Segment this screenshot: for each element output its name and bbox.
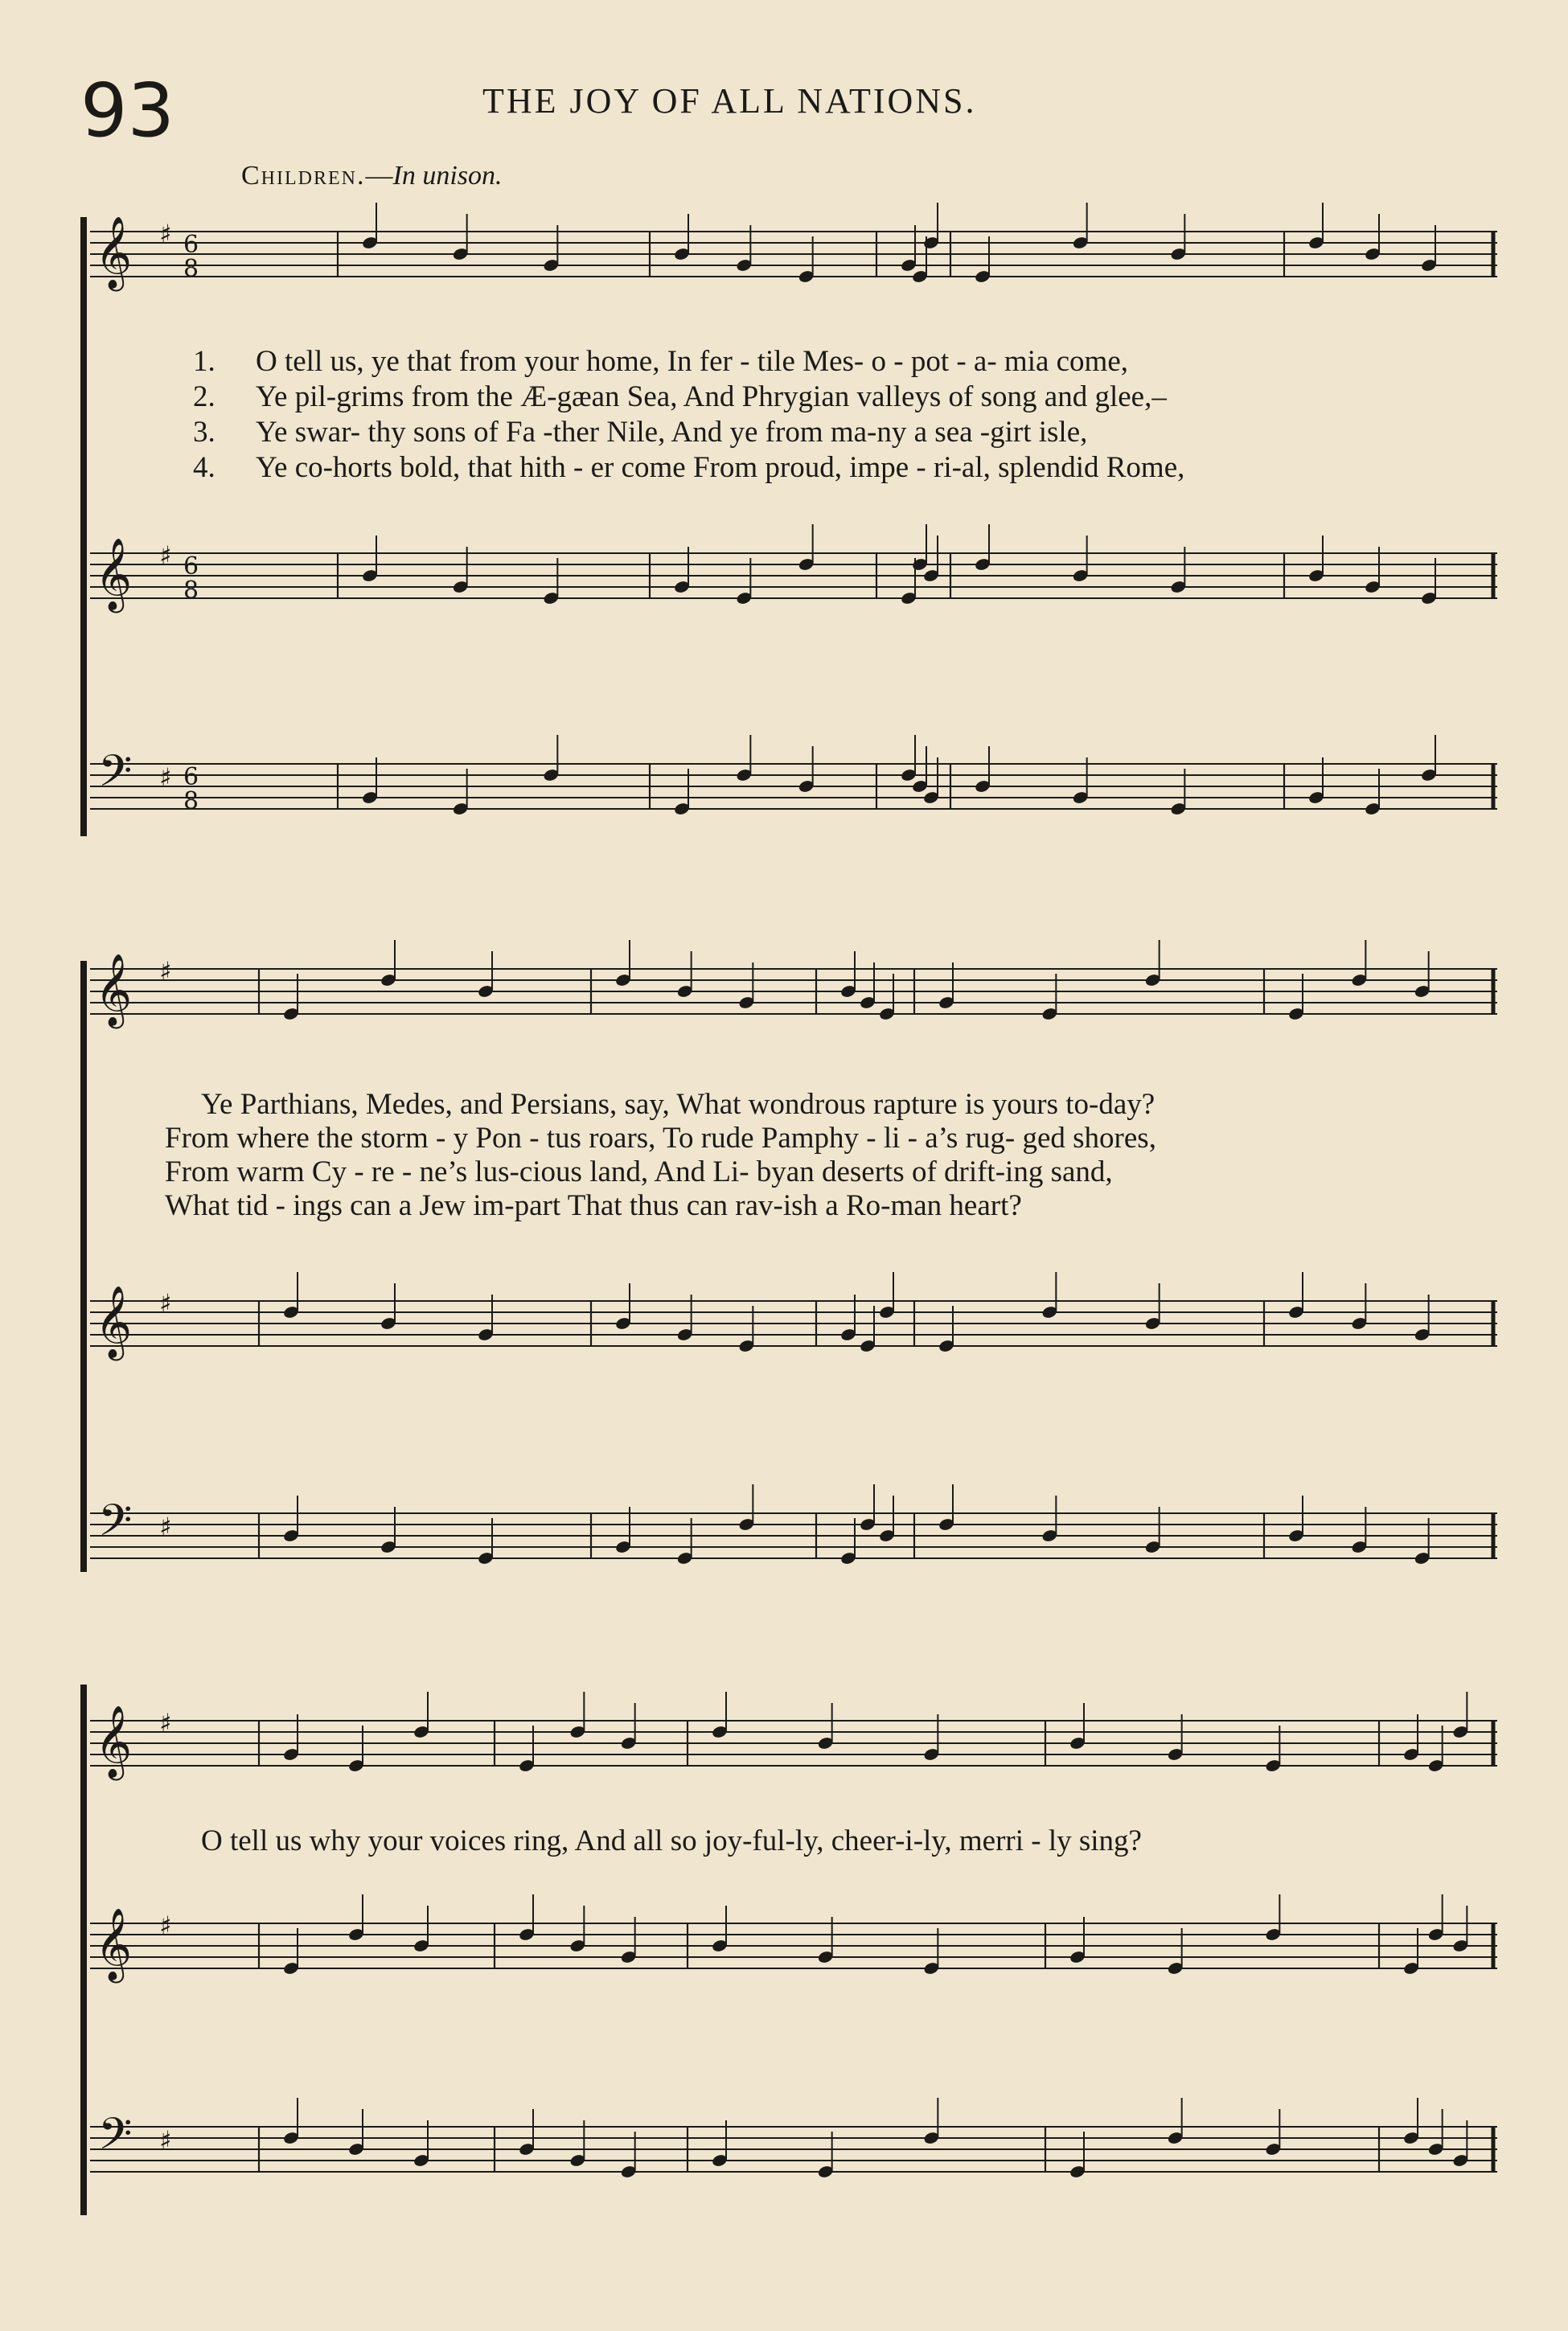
page-number: 93 bbox=[80, 68, 175, 154]
time-signature-numerator: 6 bbox=[183, 763, 199, 791]
verse-line: What tid - ings can a Jew im-part That thus can rav-ish a Ro-man heart? bbox=[165, 1189, 1022, 1222]
refrain-line: O tell us why your voices ring, And all so joy-ful-ly, cheer-i-ly, merri - ly sing? bbox=[201, 1824, 1142, 1857]
sharp-sign: ♯ bbox=[159, 219, 172, 249]
treble-clef: 𝄞 bbox=[95, 1705, 133, 1778]
running-title: THE JOY OF ALL NATIONS. bbox=[482, 81, 977, 121]
verse-number: 1. bbox=[193, 345, 215, 378]
verse-number: 3. bbox=[193, 416, 215, 449]
time-signature-denominator: 8 bbox=[183, 577, 199, 605]
verse-line: Ye co-horts bold, that hith - er come From proud, impe - ri-al, splendid Rome, bbox=[256, 451, 1185, 484]
sharp-sign: ♯ bbox=[159, 1708, 172, 1738]
bass-clef: 𝄢 bbox=[98, 1495, 133, 1557]
sharp-sign: ♯ bbox=[159, 1512, 172, 1542]
verse-line: From where the storm - y Pon - tus roars, To rude Pamphy - li - a’s rug- ged shores, bbox=[165, 1122, 1156, 1155]
sharp-sign: ♯ bbox=[159, 1910, 172, 1941]
verse-line: O tell us, ye that from your home, In fer - tile Mes- o - pot - a- mia come, bbox=[256, 345, 1129, 378]
treble-clef: 𝄞 bbox=[95, 538, 133, 610]
treble-clef: 𝄞 bbox=[95, 1908, 133, 1980]
direction-dash: — bbox=[365, 161, 393, 191]
sharp-sign: ♯ bbox=[159, 956, 172, 987]
verse-number: 4. bbox=[193, 451, 215, 484]
time-signature-numerator: 6 bbox=[183, 552, 199, 581]
treble-clef: 𝄞 bbox=[95, 1286, 133, 1358]
time-signature-denominator: 8 bbox=[183, 255, 199, 283]
time-signature-denominator: 8 bbox=[183, 787, 199, 815]
sharp-sign: ♯ bbox=[159, 2125, 172, 2156]
treble-clef: 𝄞 bbox=[95, 216, 133, 289]
sharp-sign: ♯ bbox=[159, 1288, 172, 1319]
voice-label: Children. bbox=[241, 161, 366, 191]
sharp-sign: ♯ bbox=[159, 762, 172, 793]
bass-clef: 𝄢 bbox=[98, 745, 133, 807]
verse-number: 2. bbox=[193, 380, 215, 413]
verse-line: Ye Parthians, Medes, and Persians, say, What wondrous rapture is yours to-day? bbox=[201, 1088, 1155, 1121]
manner-label: In unison. bbox=[392, 161, 503, 191]
verse-line: From warm Cy - re - ne’s lus-cious land, And Li- byan deserts of drift-ing sand, bbox=[165, 1155, 1113, 1188]
time-signature-numerator: 6 bbox=[183, 231, 199, 259]
verse-line: Ye pil-grims from the Æ-gæan Sea, And Phrygian valleys of song and glee,– bbox=[256, 380, 1167, 413]
sharp-sign: ♯ bbox=[159, 540, 172, 571]
verse-line: Ye swar- thy sons of Fa -ther Nile, And ye from ma-ny a sea -girt isle, bbox=[256, 416, 1088, 449]
treble-clef: 𝄞 bbox=[95, 954, 133, 1026]
bass-clef: 𝄢 bbox=[98, 2108, 133, 2170]
